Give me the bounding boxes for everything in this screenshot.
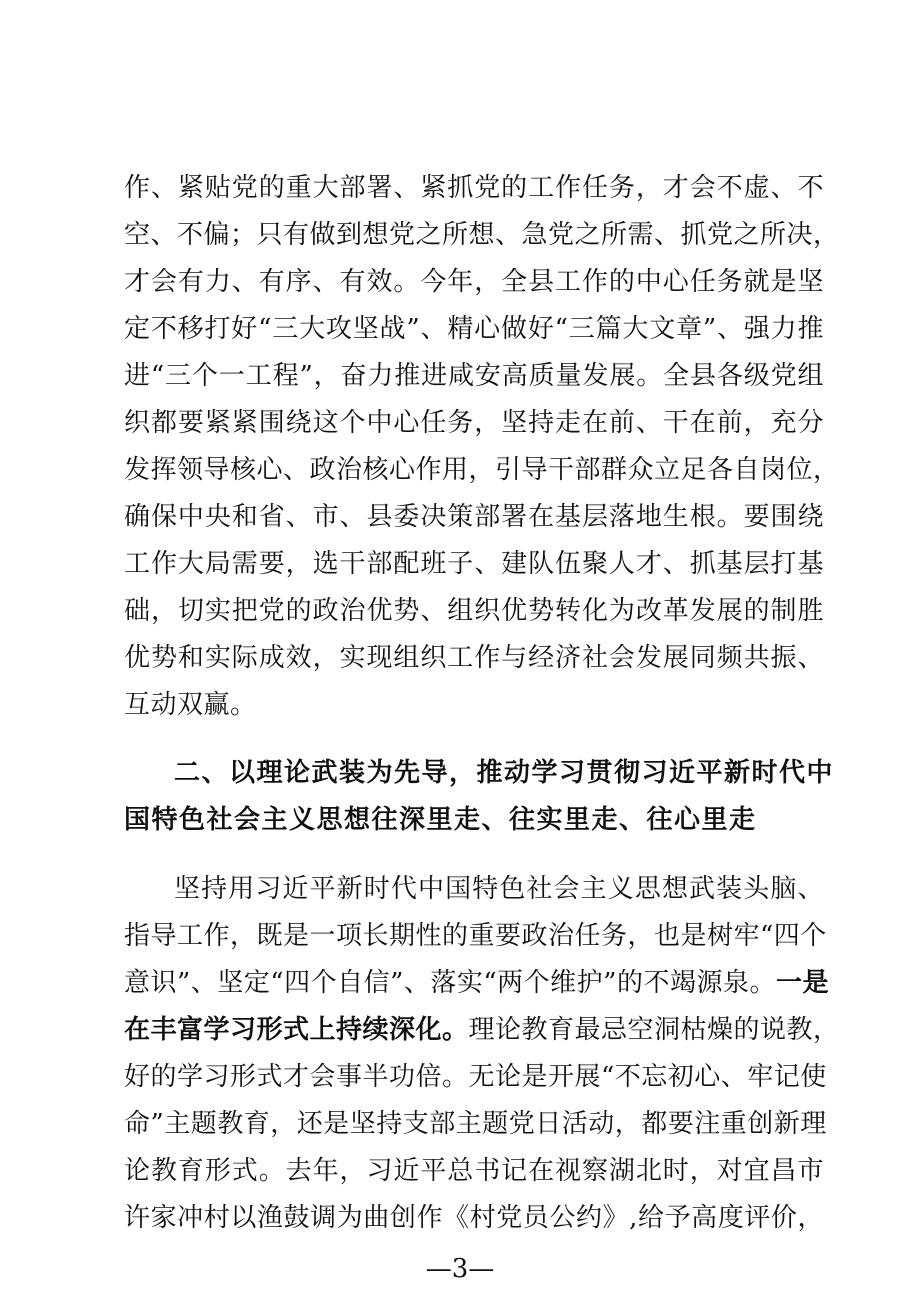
paragraph-line: 作、紧贴党的重大部署、紧抓党的工作任务，才会不虚、不 (124, 173, 824, 203)
paragraph-line: 论教育形式。去年，习近平总书记在视察湖北时，对宜昌市 (124, 1156, 824, 1186)
paragraph-line: 础，切实把党的政治优势、组织优势转化为改革发展的制胜 (124, 596, 824, 626)
paragraph-line: 许家冲村以渔鼓调为曲创作《村党员公约》,给予高度评价， (124, 1203, 824, 1233)
paragraph-line: 工作大局需要，选干部配班子、建队伍聚人才、抓基层打基 (124, 549, 824, 579)
paragraph-line: 进“三个一工程”，奋力推进咸安高质量发展。全县各级党组 (124, 361, 824, 391)
section-heading: 国特色社会主义思想往深里走、往实里走、往心里走 (124, 805, 757, 835)
paragraph-line: 坚持用习近平新时代中国特色社会主义思想武装头脑、 (174, 874, 824, 904)
paragraph-line: 空、不偏；只有做到想党之所想、急党之所需、抓党之所决， (124, 220, 840, 250)
paragraph-line: 才会有力、有序、有效。今年，全县工作的中心任务就是坚 (124, 267, 824, 297)
emphasis-text: 在丰富学习形式上持续深化。 (124, 1015, 469, 1045)
paragraph-line: 优势和实际成效，实现组织工作与经济社会发展同频共振、 (124, 643, 824, 673)
paragraph-line: 发挥领导核心、政治核心作用，引导干部群众立足各自岗位， (124, 455, 840, 485)
emphasis-text: 一是 (775, 968, 829, 998)
paragraph-line: 确保中央和省、市、县委决策部署在基层落地生根。要围绕 (124, 502, 824, 532)
paragraph-line: 互动双赢。 (124, 690, 257, 720)
paragraph-line: 命”主题教育，还是坚持支部主题党日活动，都要注重创新理 (124, 1109, 827, 1139)
paragraph-line: 指导工作，既是一项长期性的重要政治任务，也是树牢“四个 (124, 921, 827, 951)
paragraph-line (124, 1013, 840, 1047)
page-number: —3— (425, 1254, 495, 1284)
section-heading: 二、以理论武装为先导，推动学习贯彻习近平新时代中 (174, 758, 835, 788)
paragraph-line: 织都要紧紧围绕这个中心任务，坚持走在前、干在前，充分 (124, 408, 824, 438)
paragraph-line: 定不移打好“三大攻坚战”、精心做好“三篇大文章”、强力推 (124, 314, 824, 344)
paragraph-line: 好的学习形式才会事半功倍。无论是开展“不忘初心、牢记使 (124, 1062, 827, 1092)
paragraph-text: 理论教育最忌空洞枯燥的说教， (468, 1015, 840, 1045)
paragraph-line (124, 966, 829, 1000)
paragraph-text: 意识”、坚定“四个自信”、落实“两个维护”的不竭源泉。 (124, 968, 776, 998)
